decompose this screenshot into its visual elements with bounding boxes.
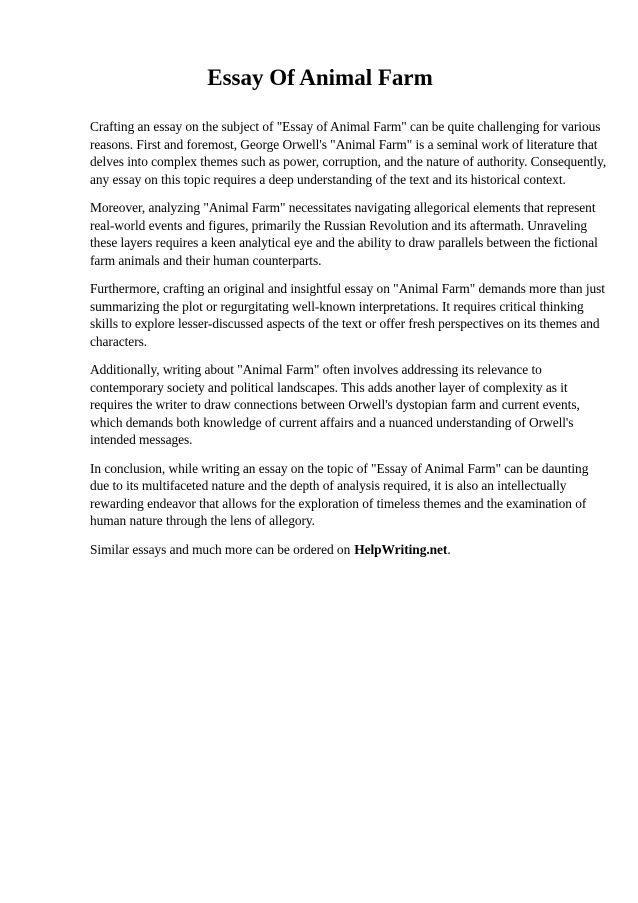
paragraph-1: Crafting an essay on the subject of "Essay of Animal Farm" can be quite challenging for various reasons. First and foremost, George Orwell's "Animal Farm" is a seminal work of literature that delves into complex themes such as power, corruption, and the nature of authority. Consequently, any essay on this topic requires a deep understanding of the text and its historical context. xyxy=(90,119,607,187)
paragraph-2: Moreover, analyzing "Animal Farm" necessitates navigating allegorical elements that represent real-world events and figures, primarily the Russian Revolution and its aftermath. Unraveling these layers requires a keen analytical eye and the ability to draw parallels between the fictional farm animals and their human counterparts. xyxy=(90,200,598,268)
paragraph-3: Furthermore, crafting an original and insightful essay on "Animal Farm" demands more than just summarizing the plot or regurgitating well-known interpretations. It requires critical thinking skills to explore lesser-discussed aspects of the text or offer fresh perspectives on its themes and characters. xyxy=(90,281,605,349)
closing-paragraph xyxy=(90,541,610,559)
closing-period: . xyxy=(447,541,451,557)
helpwriting-link[interactable]: HelpWriting.net xyxy=(354,541,448,557)
paragraph-5: In conclusion, while writing an essay on the topic of "Essay of Animal Farm" can be daunting due to its multifaceted nature and the depth of analysis required, it is also an intellectually rewarding endeavor that allows for the exploration of timeless themes and the examination of human nature through the lens of allegory. xyxy=(90,460,589,528)
closing-text: Similar essays and much more can be ordered on xyxy=(90,541,351,557)
document-page xyxy=(90,0,610,558)
paragraph-4: Additionally, writing about "Animal Farm" often involves addressing its relevance to contemporary society and political landscapes. This adds another layer of complexity as it requires the writer to draw connections between Orwell's dystopian farm and current events, which demands both knowledge of current affairs and a nuanced understanding of Orwell's intended messages. xyxy=(90,362,580,447)
document-title: Essay Of Animal Farm xyxy=(207,65,433,90)
